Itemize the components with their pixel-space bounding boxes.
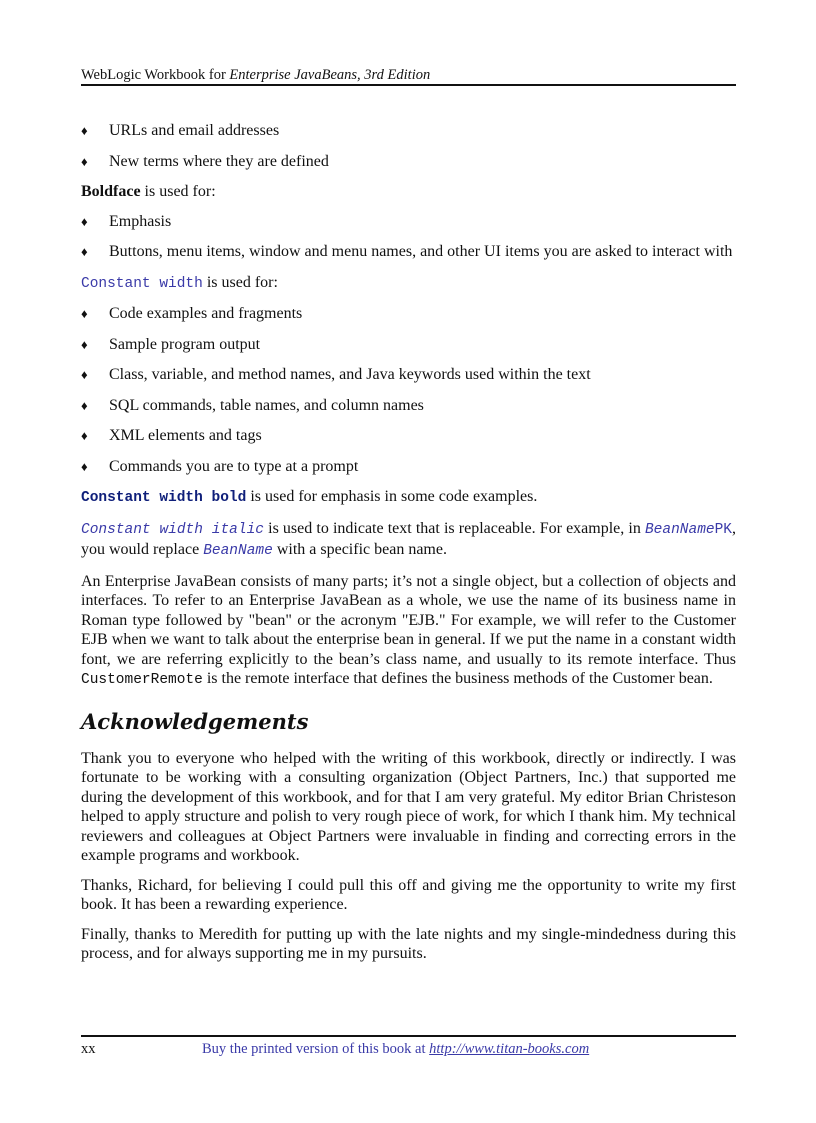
- titan-books-link[interactable]: http://www.titan-books.com: [429, 1041, 590, 1057]
- list-boldface-uses: [81, 212, 736, 262]
- diamond-bullet-icon: ♦: [81, 123, 88, 138]
- list-item: ♦ Emphasis: [81, 212, 172, 230]
- ack-paragraph: Thanks, Richard, for believing I could pull this off and giving me the opportunity to write my first book. It has been a rewarding experience.: [81, 876, 736, 913]
- page-content: [81, 121, 736, 974]
- list-item: ♦ New terms where they are defined: [81, 152, 329, 170]
- list-item: ♦ Code examples and fragments: [81, 305, 303, 322]
- diamond-bullet-icon: ♦: [81, 213, 88, 229]
- list-item: ♦ XML elements and tags: [81, 427, 262, 444]
- footer-promo: Buy the printed version of this book at http://www.titan-books.com: [202, 1041, 590, 1057]
- diamond-bullet-icon: ♦: [81, 397, 88, 413]
- header-rule: [81, 84, 736, 86]
- boldface-intro: Boldface is used for:: [81, 183, 216, 200]
- section-heading: Acknowledgements: [81, 708, 309, 734]
- list-item: ♦ Class, variable, and method names, and Java keywords used within the text: [81, 366, 591, 383]
- constant-width-intro: Constant width is used for:: [81, 273, 278, 292]
- diamond-bullet-icon: ♦: [81, 244, 88, 259]
- footer-rule: [81, 1035, 736, 1037]
- diamond-bullet-icon: ♦: [81, 458, 88, 474]
- list-item: ♦ Buttons, menu items, window and menu names, and other UI items you are asked to interact with: [81, 243, 733, 260]
- header-book-title: Enterprise JavaBeans, 3rd Edition: [229, 67, 431, 83]
- list-item: ♦ Sample program output: [81, 335, 261, 353]
- diamond-bullet-icon: ♦: [81, 428, 88, 443]
- diamond-bullet-icon: ♦: [81, 367, 88, 382]
- diamond-bullet-icon: ♦: [81, 153, 88, 169]
- diamond-bullet-icon: ♦: [81, 336, 88, 352]
- constant-italic-paragraph: Constant width italic is used to indicate text that is replaceable. For example, in BeanNamePK, you would replace BeanName with a specific bean name.: [81, 519, 737, 559]
- list-italic-uses: [81, 121, 736, 171]
- page-number: xx: [81, 1041, 96, 1057]
- ack-paragraph: Finally, thanks to Meredith for putting up with the late nights and my single-mindedness during this process, and for always supporting me in my pursuits.: [81, 925, 736, 962]
- constant-bold-intro: Constant width bold is used for emphasis in some code examples.: [81, 488, 538, 506]
- list-item: ♦ Commands you are to type at a prompt: [81, 457, 359, 475]
- list-item: ♦ URLs and email addresses: [81, 122, 280, 139]
- ejb-naming-paragraph: An Enterprise JavaBean consists of many parts; it’s not a single object, but a collection of objects and interfaces. To refer to an Enterprise JavaBean as a whole, we use the name of its business name in Roman type followed by "bean" or the acronym "EJB." For example, we will refer to the Customer EJB when we want to talk about the enterprise bean in general. If we put the name in a constant width font, we are referring explicitly to the bean’s class name, and usually to its remote interface. Thus CustomerRemote is the remote interface that defines the business methods of the Customer bean.: [81, 572, 736, 688]
- list-item: ♦ SQL commands, table names, and column names: [81, 396, 424, 414]
- list-constant-width-uses: [81, 304, 736, 476]
- header-prefix: WebLogic Workbook for: [81, 67, 230, 83]
- ack-paragraph: Thank you to everyone who helped with the writing of this workbook, directly or indirectly. I was fortunate to be working with a consulting organization (Object Partners, Inc.) that supported me during the development of this workbook, and for that I am very grateful. My editor Brian Christeson helped to apply structure and polish to very rough piece of work, for which I thank him. My technical reviewers and colleagues at Object Partners were invaluable in finding and correcting errors in the example programs and workbook.: [81, 749, 736, 864]
- running-header: [81, 66, 736, 84]
- diamond-bullet-icon: ♦: [81, 306, 88, 321]
